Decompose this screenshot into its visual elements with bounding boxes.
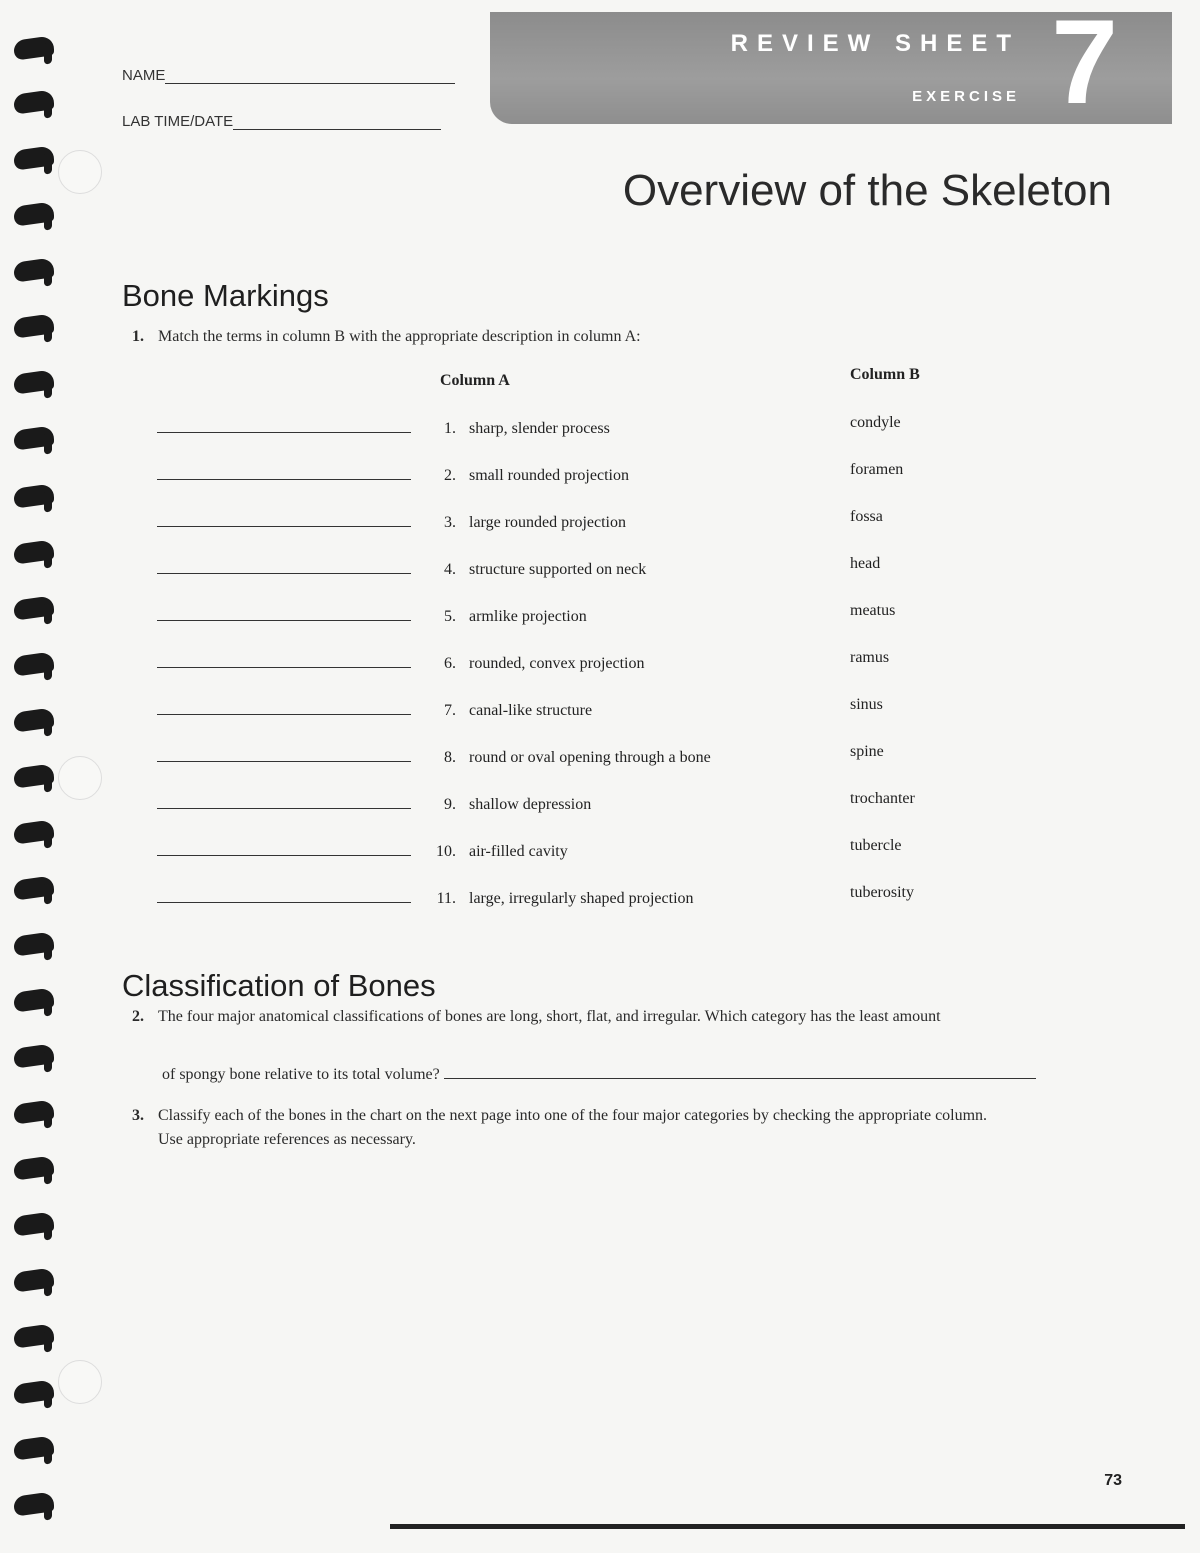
column-b-term: tubercle [850,837,902,854]
column-b-header: Column B [850,366,920,383]
punch-hole [58,1360,102,1404]
bottom-rule [390,1524,1185,1529]
name-field[interactable] [165,65,455,84]
item-number: 8. [444,749,456,766]
item-number: 1. [444,420,456,437]
punch-hole [58,150,102,194]
column-b-term: fossa [850,508,883,525]
item-description: air-filled cavity [469,843,568,860]
question-2 [132,1008,1132,1026]
question-2-continued [162,1064,1036,1084]
column-b-term: ramus [850,649,890,666]
answer-blank[interactable] [157,855,411,856]
header-fields [122,62,455,130]
item-number: 6. [444,655,456,672]
answer-blank[interactable] [157,620,411,621]
review-sheet-banner [490,0,1172,129]
item-description: rounded, convex projection [469,655,645,672]
item-description: armlike projection [469,608,587,625]
question-text: Match the terms in column B with the appropriate description in column A: [158,328,641,345]
item-description: round or oval opening through a bone [469,749,711,766]
matching-row [0,884,1200,930]
column-b-term: head [850,555,881,572]
column-b-term: tuberosity [850,884,914,901]
matching-row [0,414,1200,460]
labtime-field[interactable] [233,111,441,130]
item-description: small rounded projection [469,467,629,484]
matching-row [0,461,1200,507]
column-b-term: meatus [850,602,896,619]
matching-row [0,790,1200,836]
matching-row [0,508,1200,554]
item-number: 4. [444,561,456,578]
item-number: 7. [444,702,456,719]
answer-blank[interactable] [157,714,411,715]
answer-blank[interactable] [157,808,411,809]
answer-blank[interactable] [157,761,411,762]
column-a-header: Column A [440,372,510,389]
item-description: canal-like structure [469,702,593,719]
page-title: Overview of the Skeleton [622,166,1112,215]
question-3 [132,1104,1132,1152]
name-label: NAME [122,67,166,84]
section-heading-bone-markings: Bone Markings [122,278,329,313]
answer-blank[interactable] [157,432,411,433]
item-number: 2. [444,467,456,484]
item-number: 10. [436,843,456,860]
answer-blank[interactable] [157,573,411,574]
column-b-term: sinus [850,696,883,713]
section-heading-classification: Classification of Bones [122,968,436,1003]
question-text: Classify each of the bones in the chart on the next page into one of the four major categories by checking the appropriate column. [158,1107,988,1124]
item-description: shallow depression [469,796,592,813]
exercise-label: EXERCISE [912,88,1020,105]
column-b-term: foramen [850,461,904,478]
item-number: 5. [444,608,456,625]
question-number: 3. [132,1107,144,1124]
item-description: structure supported on neck [469,561,647,578]
exercise-number: 7 [1051,0,1118,129]
answer-blank[interactable] [444,1064,1036,1079]
matching-row [0,696,1200,742]
item-number: 11. [436,890,456,907]
answer-blank[interactable] [157,902,411,903]
question-text: Use appropriate references as necessary. [158,1131,416,1148]
question-number: 1. [132,328,144,345]
column-b-term: condyle [850,414,901,431]
item-description: sharp, slender process [469,420,610,437]
item-number: 9. [444,796,456,813]
matching-row [0,555,1200,601]
column-b-term: spine [850,743,884,760]
question-1 [132,328,641,346]
matching-row [0,837,1200,883]
item-description: large rounded projection [469,514,626,531]
matching-row [0,602,1200,648]
answer-blank[interactable] [157,479,411,480]
matching-row [0,743,1200,789]
page-number: 73 [1104,1472,1122,1489]
matching-row [0,649,1200,695]
question-text: The four major anatomical classifications of bones are long, short, flat, and irregular. Which category has the least amount [158,1008,941,1025]
column-b-term: trochanter [850,790,915,807]
answer-blank[interactable] [157,667,411,668]
labtime-label: LAB TIME/DATE [122,113,234,130]
question-number: 2. [132,1008,144,1025]
answer-blank[interactable] [157,526,411,527]
banner-title: REVIEW SHEET [730,30,1020,57]
question-text: of spongy bone relative to its total volume? [162,1066,440,1083]
item-number: 3. [444,514,456,531]
item-description: large, irregularly shaped projection [469,890,694,907]
